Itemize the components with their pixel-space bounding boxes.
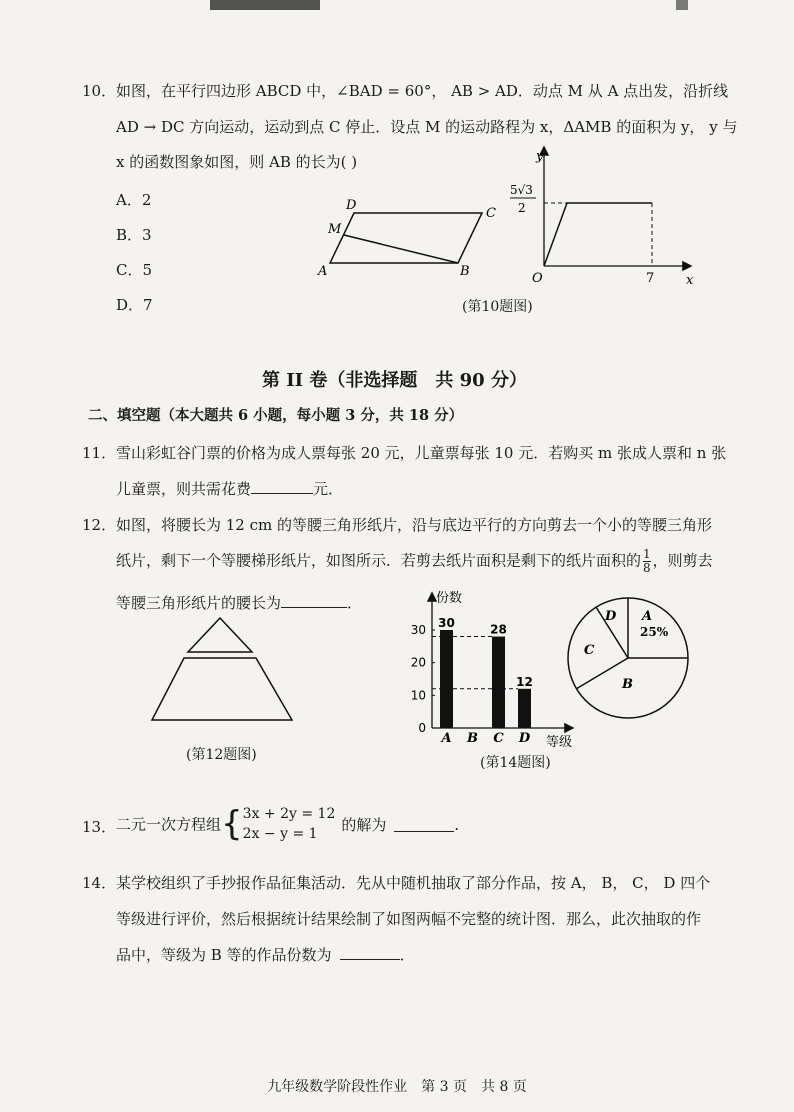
- q10-option-a[interactable]: A．2: [116, 191, 152, 209]
- q13-brace: {: [221, 804, 243, 844]
- q13-text: [116, 804, 469, 844]
- q13-text-end: ．: [454, 815, 470, 834]
- q11-answer-blank[interactable]: [251, 479, 313, 494]
- graph-y-tick-denominator: 2: [518, 201, 526, 215]
- q12-fraction: [643, 548, 651, 575]
- q11-line2-end: 元．: [313, 480, 344, 498]
- graph-y-label: y: [536, 149, 544, 164]
- q14-text-line2: 等级进行评价，然后根据统计结果绘制了如图两幅不完整的统计图．那么，此次抽取的作: [116, 910, 702, 928]
- q13-number: 13．: [82, 818, 117, 836]
- q11-text-line1: 雪山彩虹谷门票的价格为成人票每张 20 元，儿童票每张 10 元．若购买 m 张成人票和 n 张: [116, 444, 727, 462]
- bar-chart-y-tick-10: 10: [410, 688, 426, 703]
- q13-eq1: 3x + 2y = 12: [242, 806, 336, 822]
- label-d: D: [346, 198, 357, 213]
- bar-label-C: 28: [490, 622, 507, 637]
- q12-fraction-numerator: 1: [643, 547, 651, 561]
- pie-label-c: C: [584, 643, 595, 658]
- q12-triangle-figure: [150, 614, 300, 726]
- q14-line3-end: ．: [399, 946, 415, 964]
- q14-pie-chart: [562, 592, 697, 727]
- scan-artifact-top: [210, 0, 320, 10]
- page-footer: 九年级数学阶段性作业 第 3 页 共 8 页: [267, 1079, 527, 1095]
- q10-number: 10．: [82, 82, 117, 100]
- bar-chart-y-title: 份数: [436, 591, 463, 606]
- bar-C: [492, 637, 505, 728]
- q10-option-b[interactable]: B．3: [116, 226, 152, 244]
- graph-x-tick: 7: [646, 271, 655, 286]
- q14-answer-blank[interactable]: [340, 945, 400, 960]
- q12-fraction-denominator: 8: [643, 561, 651, 575]
- q14-text-line1: 某学校组织了手抄报作品征集活动．先从中随机抽取了部分作品，按 A， B， C， D 四个: [116, 874, 711, 892]
- bar-category-A: A: [441, 731, 452, 746]
- q10-text-line3: x 的函数图象如图，则 AB 的长为( ): [116, 153, 358, 171]
- q11-text-line2: [116, 478, 343, 499]
- q14-caption: (第14题图): [480, 755, 551, 771]
- q12-number: 12．: [82, 516, 117, 534]
- q13-text-tail: 的解为: [341, 815, 387, 834]
- label-m: M: [328, 222, 342, 237]
- q10-text-line2: AD → DC 方向运动，运动到点 C 停止．设点 M 的运动路程为 x，ΔAMB 的面积为 y， y 与: [116, 118, 738, 136]
- q10-parallelogram-figure: [310, 195, 510, 285]
- q10-option-d[interactable]: D．7: [116, 296, 153, 314]
- q10-caption: (第10题图): [462, 299, 533, 315]
- bar-A: [440, 630, 453, 728]
- q12-line2-end: ，则剪去: [652, 551, 713, 570]
- fill-in-heading: 二、填空题（本大题共 6 小题，每小题 3 分，共 18 分）: [88, 407, 464, 424]
- label-c: C: [486, 206, 496, 221]
- q13-text-start: 二元一次方程组: [116, 815, 222, 834]
- q12-caption: (第12题图): [186, 747, 257, 763]
- bar-label-D: 12: [516, 674, 533, 689]
- pie-label-b: B: [622, 677, 633, 692]
- q14-text-line3: [116, 944, 415, 965]
- q12-text-line3: [116, 592, 362, 613]
- q12-line3-end: ．: [347, 594, 363, 612]
- q11-number: 11．: [82, 444, 117, 462]
- q11-line2-start: 儿童票，则共需花费: [116, 480, 252, 498]
- bar-category-D: D: [518, 731, 531, 746]
- label-a: A: [318, 264, 328, 279]
- q14-number: 14．: [82, 874, 117, 892]
- bar-category-C: C: [493, 731, 504, 746]
- q10-text-line1: 如图，在平行四边形 ABCD 中，∠BAD = 60°， AB > AD．动点 M 从 A 点出发，沿折线: [116, 82, 729, 100]
- q12-line3-start: 等腰三角形纸片的腰长为: [116, 594, 282, 612]
- q10-option-c[interactable]: C．5: [116, 261, 153, 279]
- bar-label-A: 30: [438, 616, 455, 630]
- bar-D: [518, 689, 531, 728]
- q13-eq2: 2x − y = 1: [242, 826, 318, 842]
- scan-artifact-top-right: [676, 0, 688, 10]
- graph-x-label: x: [686, 273, 694, 288]
- q14-line3-start: 品中，等级为 B 等的作品份数为: [116, 946, 332, 964]
- q13-answer-blank[interactable]: [394, 817, 454, 832]
- bar-category-B: B: [467, 731, 478, 746]
- q13-equation-system: [243, 804, 336, 844]
- q10-function-graph: [500, 140, 700, 290]
- pie-label-a: A: [642, 609, 653, 624]
- bar-chart-x-title: 等级: [546, 735, 573, 750]
- graph-y-tick-numerator: 5√3: [510, 183, 533, 197]
- graph-origin-label: O: [532, 271, 543, 286]
- section-title: 第 II 卷（非选择题 共 90 分）: [262, 370, 527, 391]
- bar-chart-y-tick-0: 0: [418, 721, 426, 735]
- q12-answer-blank[interactable]: [281, 593, 347, 608]
- q12-text-line1: 如图，将腰长为 12 cm 的等腰三角形纸片，沿与底边平行的方向剪去一个小的等腰三角形: [116, 516, 713, 534]
- bar-chart-y-tick-20: 20: [410, 655, 426, 670]
- label-b: B: [460, 264, 470, 279]
- pie-label-a-percent: 25%: [640, 625, 669, 639]
- bar-chart-y-tick-30: 30: [410, 623, 426, 637]
- pie-label-d: D: [605, 609, 617, 624]
- q12-line2-start: 纸片，剩下一个等腰梯形纸片，如图所示．若剪去纸片面积是剩下的纸片面积的: [116, 551, 642, 570]
- q12-text-line2: [116, 548, 713, 575]
